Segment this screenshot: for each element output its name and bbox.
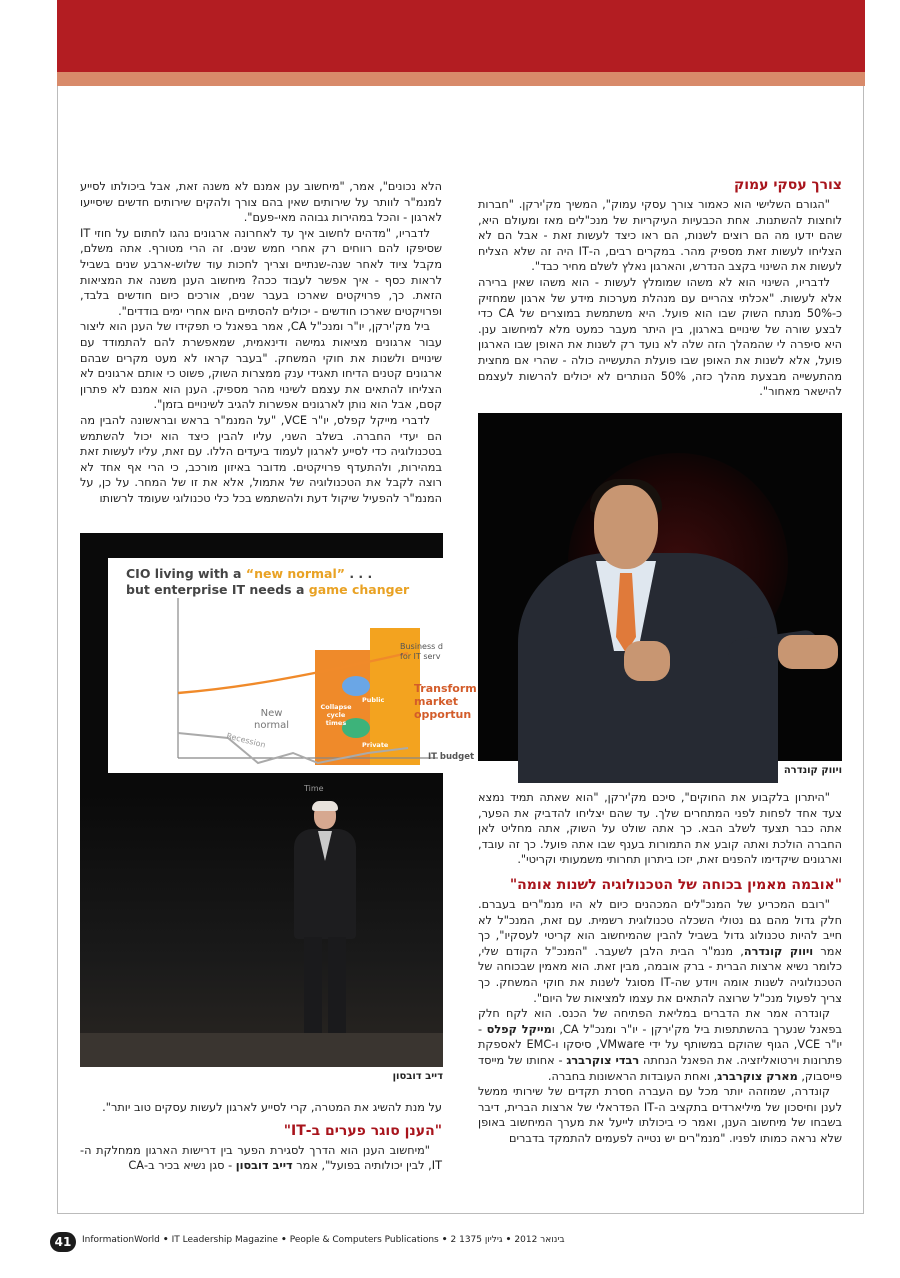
paragraph: ביל מק'ירקן, יו"ר ומנכ"ל CA, אמר בפאנל כי תפקידו של הענן הוא ליצור עבור ארגונים מציאות גמישה ודינאמית, שמאפשרת להם להתמודד עם שינויים ולשנות את חוקי המשחק. "בעבר קראו לא מעט מקרים שבהם ארגונים קטנים הדיחו תאגידי ענק ממצרות השוק, פשוט כי אותם ארגונים לא הצליחו להתאים את עצמם לשינוי מהר מספיק. הענן הוא אמנם לא פתרון קסם, אבל הוא נותן לארגונים אפשרות להגיב לשינויים בזמן". [80,320,442,412]
article-left-column [80,179,442,506]
slide-title-line2: but enterprise IT needs a game changer [126,582,410,597]
page-number: 41 [50,1232,76,1252]
paragraph: "הגורם השלישי הוא כאמור צורך עסקי עמוק", המשיך מק'ירקן. "חברות לוחצות להשתנות. אחת הכבעיות העיקריות של מנכ"לים מאז ומעולם היא, שהם ידעו מה הם רוצים לשנות, הם ראו כיצד לעשות זאת - אבל הם לא הצליחו לעשות זאת מספיק מהר. במקרים רבים, ה-IT היה זה שלא הצליח לעשות את השינוי בקצב הנדרש, והארגון נאלץ לשלם מחיר כבד". [478,198,842,274]
slide-label-it-budget: IT budget [428,752,475,762]
slide-title-line1: CIO living with a “new normal” . . . [126,566,373,581]
paragraph: לדבריו, השינוי הוא לא משהו שמומלץ לעשות - הוא משהו שאין ברירה אלא לעשות. "אכלתי צהריים עם מנהלת מערכות מידע של ארגון שמחזיק כ-50% מנתח השוק שבו הוא פועל. היא משתמשת במוצרים של CA כדי לבצע שורה של שינויים בארגון, בין היתר מעבר כמעט מלא למיחשוב ענן. היא סיפרה לי שהמהלך הזה שלה לא נועד רק לשנות את האופן שבו הארגון פועל, אלא לשנות את האופן שבו פועלת התעשייה כולה - שהרי אם מחצית מהתעשייה מבצעת מהלך כזה, 50% הנותרים לא יכולים להרשות לעצמם להישאר מאחור". [478,275,842,399]
photo-caption-kundra: ויווק קונדרה [783,765,842,776]
paragraph: לדברי מייקל קפלס, יו"ר VCE, "על המנמ"ר בראש ובראשונה להבין מה הם יעדי החברה. בשלב השני, עליו להבין כיצד הוא יכול להשתמש בטכנולוגיה כדי לסייע לארגון לעמוד ביעדים הללו. עם זאת, עליו לעשות זאת במהירות, ולהתעדף פרויקטים. מדובר באיזון מורכב, כי הרי אף אחד לא רוצה לקבל את הטכנולוגיה של אתמול, אלא את זו של המחר. על כן, על המנמ"ר להפעיל שיקול דעת ולהשתמש בכל כלי טכנולוגי שעומד לרשותו [80,413,442,505]
section-heading-cloud-closes-gaps: "הענן סוגר פערים ב-IT" [283,1122,442,1139]
article-right-column-continued [478,790,842,1146]
footer-publication-line: InformationWorld • IT Leadership Magazine • People & Computers Publications • 2 בינואר 2012•גיליון 1375 [82,1235,565,1245]
slide-label-collapse: Collapse cycle times [320,703,352,727]
paragraph: "רובם המכריע של המנכ"לים המכהנים כיום לא היו מנמ"רים בעברם. חלק גדול מהם גם נטולי השכלה טכנולוגית רשמית. עם זאת, המנכ"ל לא חייב להיות טכנולוג גדול בשביל להבין שהמיחשוב הוא קריטי לעסקיו", כך אמר ויווק קונדרה, מנמ"ר הבית הלבן לשעבר. "המנכ"ל הקודם שלי, כלומר נשיא ארצות הברית - ברק אובמה, מבין זאת. הוא מאמין שבכוחה של הטכנולוגיה לשנות אומה ויודע שה-IT מסוגל לשנות את חוקי המשחק. כך צריך לפעול מנכ"ל שרוצה להתאים את עצמו למציאות של היום". [478,897,842,1005]
presentation-slide [108,558,477,793]
slide-label-time: Time [304,784,324,793]
photo-caption-dobson: דייב דובסון [392,1071,443,1082]
slide-label-transform: Transform market opportun [414,682,477,721]
article-left-column-continued [80,1100,442,1174]
paragraph: קונדרה, שמוזהה יותר מכל עם העברה חסרת תקדים של שירותי ממשל לענן וחיסכון של מיליארדים בתקציב ה-IT הפדראלי של ארצות הברית, דיבר בשבחו של מיחשוב הענן, ואמר כי ביכולתו לייעל את מערך המיחשוב באופן שלא נראה כמותו לפניו. "מנמ"רים יש נטייה לפעמים להתמקד בדברים [478,1085,842,1145]
paragraph: על מנת להשיג את המטרה, קרי לסייע לארגון לעשות עסקים טוב יותר". [102,1101,442,1114]
slide-label-public: Public [362,696,385,704]
paragraph: לדבריו, "מדהים לחשוב איך עד לאחרונה ארגונים נהגו לחתום על חוזי IT שסיפקו להם רווחים רק אחרי חמש שנים. זה הרי מטורף. אתה משלם, מקבל ציוד לאחר שנה-שנתיים וצריך לחכות עוד שלוש-ארבע שנים בשביל לראות כסף - איך אפשר לעבוד ככה? מיחשוב הענן משנה את המציאות הזאת. כך, פרויקטים שארכו בעבר שנים, אורכים כיום חודשים בלבד, ופרויקטים שארכו חודשים - יכולים להסתיים היום אחרי ימים בודדים". [80,226,442,318]
article-right-column [478,176,842,400]
section-heading-deep-business-need: צורך עסקי עמוק [733,177,842,193]
header-accent-stripe [57,72,865,86]
slide-label-private: Private [362,741,389,749]
section-heading-obama: "אובמה מאמין בכוחה של הטכנולוגיה לשנות אומה" [509,876,842,893]
paragraph: "מיחשוב הענן הוא הדרך לסגירת הפער בין דרישות הארגון ממחלקת ה-IT, לבין יכולותיה בפועל", אמר דייב דובסון - סגן נשיא בכיר ב-CA [80,1143,442,1173]
slide-label-business: Business d for IT serv [400,642,443,661]
paragraph: הלא נכונים", אמר, "מיחשוב ענן אמנם לא משנה זאת, אבל ביכולתו לסייע למנמ"ר לוותר על שירותים שאין בהם צורך ולהקים שירותים חדשים שיסייעו לארגון - והכל במהירות גבוהה מאי-פעם". [80,180,442,225]
paragraph: "היתרון בלקבוע את החוקים", סיכם מק'ירקן, "הוא שאתה תמיד נמצא צעד אחד לפחות לפני המתחרים שלך. עד שהם יצליחו להדביק את הפער, אתה כבר תצעד לשלב הבא. כך אתה שולט על השוק, אתה מחליט לאן החברה הולכת ואתה קובע את התמורות בענף שבו אתה פועל. כך זה עובד, וארגונים שיקדימו להפנים זאת, יזכו ביתרון תחרותי משמעותי וקריטי". [478,791,842,867]
slide-label-recession: Recession [225,731,267,750]
stage-photo-dobson [80,533,477,1067]
slide-label-new-normal: New normal [254,708,290,731]
header-color-bar [57,0,865,72]
paragraph: קונדרה אמר את הדברים במליאת הפתיחה של הכנס. הוא לקח חלק בפאנל שנערך בהשתתפות ביל מק'ירקן - יו"ר ומנכ"ל CA, ומייקל קפלס - יו"ר VCE, הגוף שהוקם במשותף על ידי VMware, סיסקו ו-EMC לאספקת פתרונות וירטואליזציה. את הפאנל הנחתה רבדי צוקרברג - אחותו של מייסד פייסבוק, מארק צוקרברג, ואחת העובדות הראשונות בחברה. [478,1007,843,1083]
speaker-photo-kundra [478,413,842,761]
